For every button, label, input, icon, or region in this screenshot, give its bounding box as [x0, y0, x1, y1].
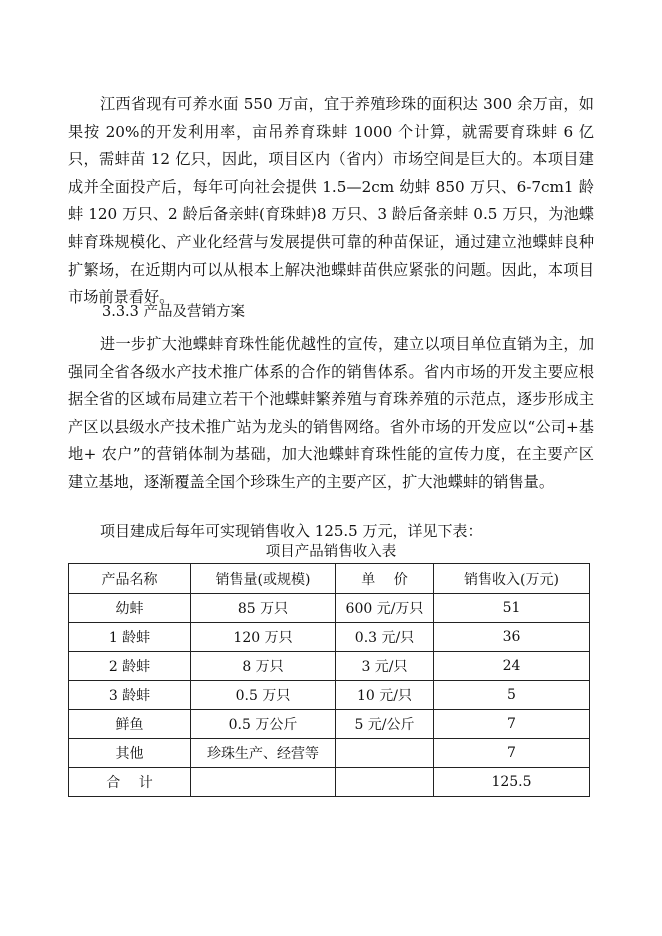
cell-product: 幼蚌 — [69, 594, 191, 623]
header-sales-volume: 销售量(或规模) — [191, 564, 336, 594]
section-heading: 3.3.3 产品及营销方案 — [102, 304, 246, 320]
cell-product: 鲜鱼 — [69, 710, 191, 739]
table-row — [69, 594, 590, 623]
revenue-intro-line: 项目建成后每年可实现销售收入 125.5 万元，详见下表： — [100, 522, 483, 540]
cell-price: 10 元/只 — [336, 681, 434, 710]
cell-product: 1 龄蚌 — [69, 623, 191, 652]
header-unit-price: 单 价 — [336, 564, 434, 594]
cell-product: 3 龄蚌 — [69, 681, 191, 710]
table-header-row — [69, 564, 590, 594]
cell-revenue: 7 — [434, 710, 590, 739]
cell-volume: 珍珠生产、经营等 — [191, 739, 336, 768]
cell-revenue: 7 — [434, 739, 590, 768]
cell-revenue: 51 — [434, 594, 590, 623]
cell-revenue: 36 — [434, 623, 590, 652]
cell-volume — [191, 768, 336, 797]
cell-total-revenue: 125.5 — [434, 768, 590, 797]
cell-total-label: 合 计 — [69, 768, 191, 797]
table-row — [69, 710, 590, 739]
sales-revenue-table — [68, 563, 590, 797]
table-total-row — [69, 768, 590, 797]
cell-price — [336, 768, 434, 797]
cell-volume: 120 万只 — [191, 623, 336, 652]
marketing-paragraph: 进一步扩大池蝶蚌育珠性能优越性的宣传，建立以项目单位直销为主，加强同全省各级水产技术推广体系的合作的销售体系。省内市场的开发主要应根据全省的区域布局建立若干个池蝶蚌繁养殖与育珠养殖的示范点，逐步形成主产区以县级水产技术推广站为龙头的销售网络。省外市场的开发应以“公司+基地+ 农户”的营销体制为基础，加大池蝶蚌育珠性能的宣传力度，在主要产区建立基地，逐渐覆盖全国个珍珠生产的主要产区，扩大池蝶蚌的销售量。 — [68, 335, 594, 491]
cell-price — [336, 739, 434, 768]
table-row — [69, 739, 590, 768]
cell-volume: 85 万只 — [191, 594, 336, 623]
cell-revenue: 5 — [434, 681, 590, 710]
header-product-name: 产品名称 — [69, 564, 191, 594]
cell-volume: 8 万只 — [191, 652, 336, 681]
cell-revenue: 24 — [434, 652, 590, 681]
table-row — [69, 623, 590, 652]
cell-price: 3 元/只 — [336, 652, 434, 681]
table-title: 项目产品销售收入表 — [265, 544, 397, 560]
cell-product: 其他 — [69, 739, 191, 768]
cell-product: 2 龄蚌 — [69, 652, 191, 681]
cell-volume: 0.5 万只 — [191, 681, 336, 710]
table-row — [69, 681, 590, 710]
cell-price: 600 元/万只 — [336, 594, 434, 623]
market-paragraph: 江西省现有可养水面 550 万亩，宜于养殖珍珠的面积达 300 余万亩，如果按 20%的开发利用率，亩吊养育珠蚌 1000 个计算，就需要育珠蚌 6 亿只，需蚌苗 12 亿只，因此，项目区内（省内）市场空间是巨大的。本项目建成并全面投产后，每年可向社会提供 1.5—2cm 幼蚌 850 万只、6-7cm1 龄蚌 120 万只、2 龄后备亲蚌(育珠蚌)8 万只、3 龄后备亲蚌 0.5 万只，为池蝶蚌育珠规模化、产业化经营与发展提供可靠的种苗保证，通过建立池蝶蚌良种扩繁场，在近期内可以从根本上解决池蝶蚌苗供应紧张的问题。因此，本项目市场前景看好。 — [68, 95, 594, 307]
table-row — [69, 652, 590, 681]
cell-price: 0.3 元/只 — [336, 623, 434, 652]
cell-volume: 0.5 万公斤 — [191, 710, 336, 739]
header-sales-revenue: 销售收入(万元) — [434, 564, 590, 594]
cell-price: 5 元/公斤 — [336, 710, 434, 739]
